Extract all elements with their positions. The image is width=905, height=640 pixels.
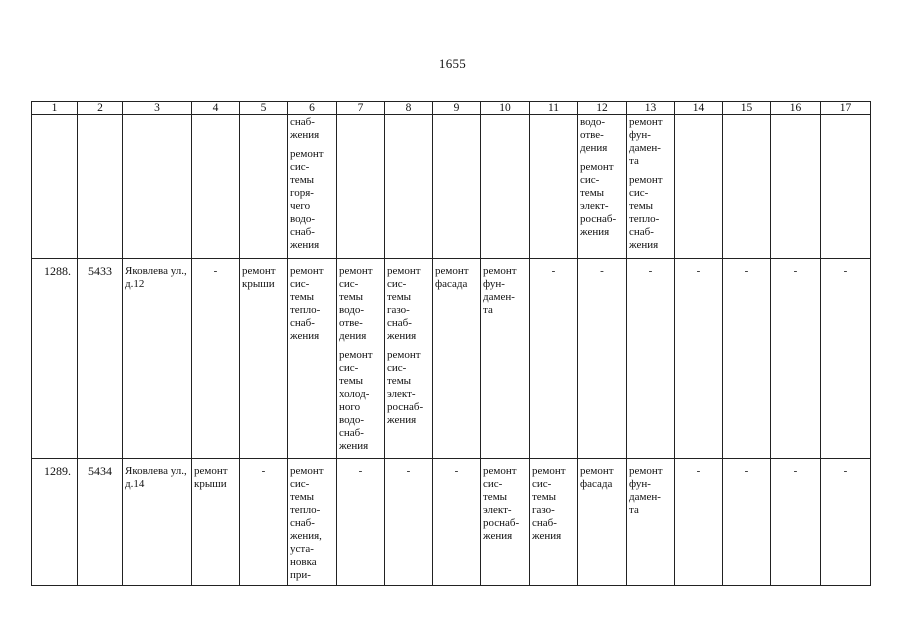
cell-text-line: водо- (580, 116, 606, 128)
table-cell (578, 459, 627, 586)
table-cell (288, 259, 337, 459)
table-cell (723, 259, 771, 459)
table-cell (288, 115, 337, 259)
cell-text-line: ремонт (580, 161, 614, 173)
table-row (32, 459, 871, 586)
cell-text-line: ремонт (339, 265, 373, 277)
cell-entry (580, 265, 624, 278)
cell-text-line: отве- (339, 317, 363, 329)
cell-text-line: - (454, 465, 459, 477)
column-number-cell: 2 (78, 102, 123, 115)
cell-text-line: - (793, 465, 798, 477)
cell-text-line: ремонт (483, 465, 517, 477)
table-cell (433, 259, 481, 459)
cell-text-line: снаб- (290, 317, 315, 329)
cell-entry (339, 265, 382, 343)
cell-entry (483, 465, 527, 543)
cell-text-line: холод- (339, 388, 370, 400)
cell-text-line: крыши (242, 278, 275, 290)
cell-text-line: фун- (629, 478, 651, 490)
column-number-row (32, 102, 871, 115)
table-cell (240, 259, 288, 459)
cell-text-line: сис- (387, 362, 407, 374)
cell-text-line: водо- (339, 304, 365, 316)
table-cell (821, 115, 871, 259)
table-cell (433, 459, 481, 586)
cell-text-line: темы (290, 491, 315, 503)
cell-text-line: сис- (339, 362, 359, 374)
cell-text-line: уста- (290, 543, 314, 555)
column-number-cell: 10 (481, 102, 530, 115)
cell-text-line: - (213, 265, 218, 277)
table-cell (481, 259, 530, 459)
cell-entry (629, 465, 672, 517)
cell-text-line: темы (339, 291, 364, 303)
cell-text-line: сис- (483, 478, 503, 490)
cell-text-line: та (629, 504, 639, 516)
cell-entry (629, 265, 672, 278)
cell-text-line: - (696, 265, 701, 277)
cell-text-line: ремонт (194, 465, 228, 477)
cell-text-line: ремонт (629, 174, 663, 186)
cell-text-line: ремонт (387, 349, 421, 361)
column-number-cell: 14 (675, 102, 723, 115)
cell-text-line: - (600, 265, 604, 277)
cell-entry (290, 465, 334, 582)
cell-entry (532, 465, 575, 543)
cell-entry (80, 465, 120, 478)
cell-text-line: темы (339, 375, 364, 387)
column-number-cell: 15 (723, 102, 771, 115)
table-cell (675, 115, 723, 259)
cell-text-line: тепло- (290, 504, 321, 516)
cell-entry (629, 174, 672, 252)
table-cell (675, 259, 723, 459)
page-number: 1655 (438, 56, 467, 71)
table-cell (385, 259, 433, 459)
cell-text-line: ремонт (629, 116, 663, 128)
cell-text-line: 1289. (44, 464, 71, 478)
table-cell (78, 259, 123, 459)
cell-text-line: сис- (387, 278, 407, 290)
cell-text-line: сис- (339, 278, 359, 290)
cell-text-line: ремонт (580, 465, 614, 477)
cell-text-line: ремонт (290, 465, 324, 477)
cell-entry (773, 465, 818, 478)
column-number-cell: 12 (578, 102, 627, 115)
column-number-cell: 7 (337, 102, 385, 115)
cell-entry (435, 465, 478, 478)
cell-text-line: дамен- (483, 291, 515, 303)
cell-text-line: ремонт (290, 148, 324, 160)
cell-text-line: темы (483, 491, 508, 503)
table-cell (771, 115, 821, 259)
column-number-cell: 11 (530, 102, 578, 115)
table-cell (240, 459, 288, 586)
column-number-cell: 6 (288, 102, 337, 115)
table-cell (481, 459, 530, 586)
cell-entry (290, 116, 334, 142)
cell-entry (677, 465, 720, 478)
cell-text-line: фун- (629, 129, 651, 141)
table-cell (530, 115, 578, 259)
cell-text-line: новка (290, 556, 317, 568)
cell-text-line: дения (580, 142, 608, 154)
cell-text-line: - (793, 265, 798, 277)
cell-text-line: - (843, 465, 848, 477)
cell-text-line: жения (629, 239, 659, 251)
column-number-cell: 8 (385, 102, 433, 115)
cell-text-line: элект- (387, 388, 416, 400)
cell-entry (242, 265, 285, 291)
cell-text-line: сис- (580, 174, 600, 186)
cell-entry (125, 465, 189, 491)
table-cell (627, 115, 675, 259)
table-cell (240, 115, 288, 259)
cell-text-line: дамен- (629, 491, 661, 503)
cell-text-line: - (843, 265, 848, 277)
table-cell (337, 115, 385, 259)
table-cell (32, 259, 78, 459)
table-cell (530, 459, 578, 586)
cell-text-line: снаб- (387, 317, 412, 329)
cell-text-line: фасада (435, 278, 468, 290)
column-number-cell: 1 (32, 102, 78, 115)
cell-text-line: ного (339, 401, 361, 413)
table-cell (385, 459, 433, 586)
table-cell (78, 115, 123, 259)
table-cell (771, 459, 821, 586)
table-cell (627, 459, 675, 586)
cell-text-line: жения, (290, 530, 322, 542)
table-cell (771, 259, 821, 459)
cell-text-line: жения (532, 530, 562, 542)
table-cell (32, 115, 78, 259)
cell-entry (629, 116, 672, 168)
cell-text-line: дамен- (629, 142, 661, 154)
cell-text-line: - (551, 265, 556, 277)
cell-entry (194, 465, 237, 491)
cell-text-line: та (483, 304, 493, 316)
cell-text-line: темы (387, 291, 412, 303)
cell-entry (823, 465, 868, 478)
column-number-cell: 4 (192, 102, 240, 115)
cell-entry (773, 265, 818, 278)
cell-text-line: темы (290, 291, 315, 303)
cell-entry (387, 349, 430, 427)
cell-entry (125, 265, 189, 291)
table-cell (78, 459, 123, 586)
table-cell (337, 259, 385, 459)
table-cell (433, 115, 481, 259)
cell-entry (435, 265, 478, 291)
cell-text-line: снаб- (290, 226, 315, 238)
column-number-cell: 3 (123, 102, 192, 115)
cell-text-line: темы (290, 174, 315, 186)
cell-text-line: жения (483, 530, 513, 542)
table-cell (32, 459, 78, 586)
column-number-cell: 5 (240, 102, 288, 115)
cell-entry (532, 265, 575, 278)
cell-entry (339, 349, 382, 453)
cell-entry (34, 465, 71, 478)
cell-text-line: ремонт (532, 465, 566, 477)
column-number-cell: 9 (433, 102, 481, 115)
cell-entry (80, 265, 120, 278)
cell-text-line: тепло- (290, 304, 321, 316)
cell-text-line: снаб- (290, 517, 315, 529)
cell-text-line: при- (290, 569, 311, 581)
cell-text-line: ремонт (629, 465, 663, 477)
cell-entry (290, 265, 334, 343)
table-cell (123, 115, 192, 259)
cell-text-line: тепло- (629, 213, 660, 225)
cell-text-line: жения (290, 129, 320, 141)
table-cell (627, 259, 675, 459)
table-cell (192, 115, 240, 259)
table-cell (530, 259, 578, 459)
table-cell (123, 259, 192, 459)
cell-entry (677, 265, 720, 278)
table-cell (578, 115, 627, 259)
cell-text-line: жения (290, 239, 320, 251)
cell-entry (823, 265, 868, 278)
cell-text-line: сис- (290, 478, 310, 490)
cell-text-line: элект- (580, 200, 609, 212)
cell-entry (580, 465, 624, 491)
cell-text-line: жения (290, 330, 320, 342)
cell-text-line: темы (532, 491, 557, 503)
cell-text-line: сис- (532, 478, 552, 490)
table-cell (821, 259, 871, 459)
cell-text-line: темы (580, 187, 605, 199)
cell-text-line: жения (387, 414, 417, 426)
cell-text-line: - (648, 265, 653, 277)
table-cell (821, 459, 871, 586)
cell-text-line: - (744, 465, 749, 477)
cell-text-line: отве- (580, 129, 604, 141)
cell-text-line: 1288. (44, 264, 71, 278)
cell-text-line: ремонт (387, 265, 421, 277)
cell-entry (194, 265, 237, 278)
cell-text-line: 5434 (88, 464, 112, 478)
column-number-cell: 17 (821, 102, 871, 115)
cell-text-line: - (406, 465, 411, 477)
table-cell (723, 459, 771, 586)
cell-text-line: д.12 (125, 278, 145, 290)
cell-text-line: фун- (483, 278, 505, 290)
cell-text-line: ремонт (242, 265, 276, 277)
cell-text-line: газо- (387, 304, 410, 316)
cell-text-line: роснаб- (580, 213, 617, 225)
cell-text-line: 5433 (88, 264, 112, 278)
cell-text-line: снаб- (339, 427, 364, 439)
cell-text-line: водо- (290, 213, 316, 225)
table-cell (578, 259, 627, 459)
cell-entry (580, 116, 624, 155)
repair-schedule-table (31, 101, 871, 586)
cell-text-line: дения (339, 330, 367, 342)
table-cell (481, 115, 530, 259)
column-number-cell: 16 (771, 102, 821, 115)
cell-text-line: снаб- (532, 517, 557, 529)
table-cell (192, 259, 240, 459)
table-cell (385, 115, 433, 259)
cell-text-line: д.14 (125, 478, 145, 490)
cell-entry (34, 265, 71, 278)
cell-text-line: та (629, 155, 639, 167)
cell-entry (483, 265, 527, 317)
cell-text-line: фасада (580, 478, 613, 490)
cell-text-line: Яковлева ул., (125, 465, 187, 477)
cell-entry (339, 465, 382, 478)
cell-entry (290, 148, 334, 252)
cell-entry (387, 265, 430, 343)
cell-entry (242, 465, 285, 478)
cell-text-line: - (744, 265, 749, 277)
cell-text-line: крыши (194, 478, 227, 490)
cell-text-line: - (261, 465, 266, 477)
cell-text-line: жения (580, 226, 610, 238)
cell-text-line: темы (629, 200, 654, 212)
cell-text-line: жения (387, 330, 417, 342)
table-cell (337, 459, 385, 586)
cell-text-line: снаб- (629, 226, 654, 238)
table-row (32, 115, 871, 259)
cell-text-line: чего (290, 200, 311, 212)
table-cell (288, 459, 337, 586)
cell-entry (725, 465, 768, 478)
cell-text-line: темы (387, 375, 412, 387)
cell-text-line: ремонт (483, 265, 517, 277)
cell-text-line: газо- (532, 504, 555, 516)
cell-text-line: ремонт (290, 265, 324, 277)
cell-text-line: роснаб- (483, 517, 520, 529)
cell-entry (387, 465, 430, 478)
cell-text-line: Яковлева ул., (125, 265, 187, 277)
cell-text-line: сис- (290, 161, 310, 173)
table-cell (123, 459, 192, 586)
cell-text-line: водо- (339, 414, 365, 426)
cell-text-line: роснаб- (387, 401, 424, 413)
cell-text-line: жения (339, 440, 369, 452)
cell-text-line: - (696, 465, 701, 477)
cell-entry (725, 265, 768, 278)
cell-entry (580, 161, 624, 239)
cell-text-line: горя- (290, 187, 314, 199)
column-number-cell: 13 (627, 102, 675, 115)
cell-text-line: ремонт (435, 265, 469, 277)
cell-text-line: - (358, 465, 363, 477)
table-row (32, 259, 871, 459)
cell-text-line: сис- (290, 278, 310, 290)
cell-text-line: сис- (629, 187, 649, 199)
table-cell (723, 115, 771, 259)
table-cell (675, 459, 723, 586)
cell-text-line: снаб- (290, 116, 315, 128)
table-cell (192, 459, 240, 586)
cell-text-line: ремонт (339, 349, 373, 361)
cell-text-line: элект- (483, 504, 512, 516)
